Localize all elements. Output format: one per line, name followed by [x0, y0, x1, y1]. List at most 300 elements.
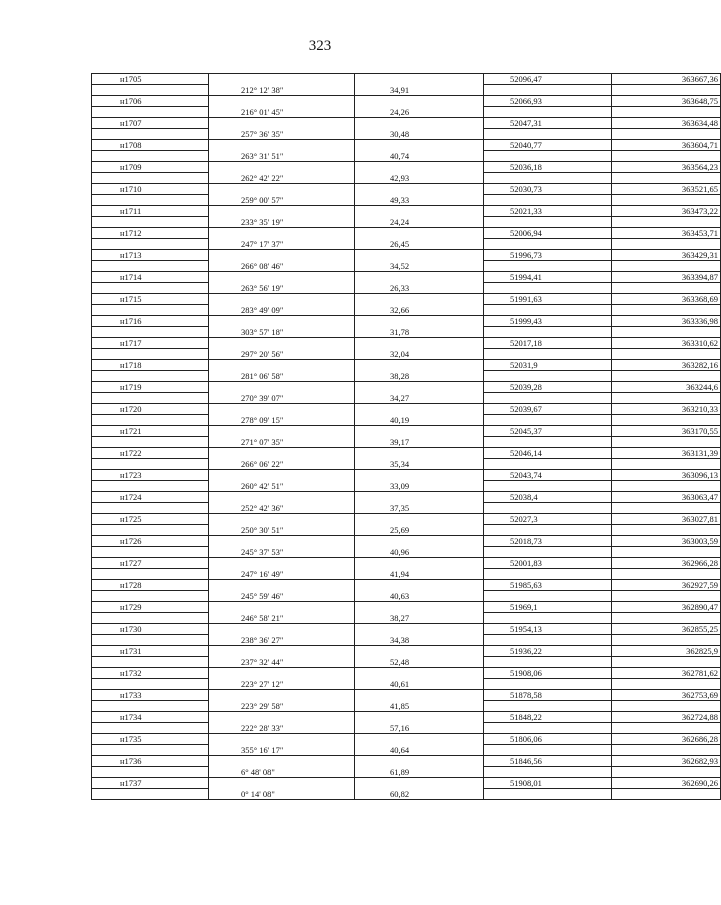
- empty-cell: [209, 602, 355, 613]
- empty-cell: [92, 503, 209, 514]
- segment-length: 34,38: [355, 635, 484, 646]
- empty-cell: [355, 140, 484, 151]
- empty-cell: [355, 184, 484, 195]
- point-row: [92, 206, 721, 217]
- point-name: н1721: [92, 426, 209, 437]
- empty-cell: [209, 712, 355, 723]
- empty-cell: [209, 514, 355, 525]
- direction-angle: 238° 36' 27": [209, 635, 355, 646]
- empty-cell: [484, 613, 612, 624]
- segment-row: [92, 591, 721, 602]
- empty-cell: [355, 536, 484, 547]
- point-row: [92, 536, 721, 547]
- empty-cell: [355, 162, 484, 173]
- coord-y: 363310,62: [612, 338, 721, 349]
- empty-cell: [612, 569, 721, 580]
- coord-y: 363394,87: [612, 272, 721, 283]
- segment-length: 60,82: [355, 789, 484, 800]
- coord-y: 363429,31: [612, 250, 721, 261]
- point-row: [92, 492, 721, 503]
- point-name: н1705: [92, 74, 209, 85]
- segment-length: 57,16: [355, 723, 484, 734]
- point-name: н1713: [92, 250, 209, 261]
- point-name: н1724: [92, 492, 209, 503]
- empty-cell: [612, 591, 721, 602]
- coord-x: 52006,94: [484, 228, 612, 239]
- empty-cell: [92, 85, 209, 96]
- coord-x: 51991,63: [484, 294, 612, 305]
- empty-cell: [355, 426, 484, 437]
- segment-length: 41,85: [355, 701, 484, 712]
- coord-y: 363244,6: [612, 382, 721, 393]
- empty-cell: [355, 118, 484, 129]
- coord-y: 363096,13: [612, 470, 721, 481]
- coord-x: 52017,18: [484, 338, 612, 349]
- empty-cell: [92, 283, 209, 294]
- segment-row: [92, 261, 721, 272]
- point-row: [92, 514, 721, 525]
- point-row: [92, 184, 721, 195]
- segment-length: 26,45: [355, 239, 484, 250]
- coord-x: 52043,74: [484, 470, 612, 481]
- segment-row: [92, 195, 721, 206]
- point-row: [92, 338, 721, 349]
- empty-cell: [612, 437, 721, 448]
- segment-row: [92, 349, 721, 360]
- empty-cell: [92, 723, 209, 734]
- empty-cell: [355, 206, 484, 217]
- empty-cell: [209, 382, 355, 393]
- empty-cell: [612, 217, 721, 228]
- empty-cell: [92, 789, 209, 800]
- empty-cell: [484, 635, 612, 646]
- coord-x: 52021,33: [484, 206, 612, 217]
- empty-cell: [355, 404, 484, 415]
- empty-cell: [92, 459, 209, 470]
- empty-cell: [484, 195, 612, 206]
- empty-cell: [612, 767, 721, 778]
- coord-y: 362855,25: [612, 624, 721, 635]
- direction-angle: 260° 42' 51": [209, 481, 355, 492]
- direction-angle: 297° 20' 56": [209, 349, 355, 360]
- empty-cell: [612, 393, 721, 404]
- coord-x: 52038,4: [484, 492, 612, 503]
- empty-cell: [92, 327, 209, 338]
- empty-cell: [484, 371, 612, 382]
- direction-angle: 266° 06' 22": [209, 459, 355, 470]
- empty-cell: [484, 723, 612, 734]
- segment-row: [92, 129, 721, 140]
- empty-cell: [209, 536, 355, 547]
- empty-cell: [209, 492, 355, 503]
- coord-y: 362753,69: [612, 690, 721, 701]
- direction-angle: 216° 01' 45": [209, 107, 355, 118]
- coord-y: 363210,33: [612, 404, 721, 415]
- segment-row: [92, 415, 721, 426]
- point-row: [92, 470, 721, 481]
- segment-row: [92, 85, 721, 96]
- direction-angle: 259° 00' 57": [209, 195, 355, 206]
- empty-cell: [484, 701, 612, 712]
- empty-cell: [209, 184, 355, 195]
- empty-cell: [484, 459, 612, 470]
- segment-row: [92, 305, 721, 316]
- segment-length: 40,74: [355, 151, 484, 162]
- empty-cell: [484, 151, 612, 162]
- empty-cell: [355, 272, 484, 283]
- point-row: [92, 382, 721, 393]
- empty-cell: [355, 382, 484, 393]
- direction-angle: 223° 27' 12": [209, 679, 355, 690]
- empty-cell: [484, 437, 612, 448]
- point-row: [92, 448, 721, 459]
- point-name: н1727: [92, 558, 209, 569]
- direction-angle: 262° 42' 22": [209, 173, 355, 184]
- empty-cell: [209, 778, 355, 789]
- point-name: н1722: [92, 448, 209, 459]
- direction-angle: 0° 14' 08": [209, 789, 355, 800]
- empty-cell: [355, 294, 484, 305]
- empty-cell: [612, 525, 721, 536]
- segment-row: [92, 173, 721, 184]
- direction-angle: 263° 31' 51": [209, 151, 355, 162]
- segment-length: 41,94: [355, 569, 484, 580]
- direction-angle: 212° 12' 38": [209, 85, 355, 96]
- empty-cell: [484, 657, 612, 668]
- direction-angle: 247° 16' 49": [209, 569, 355, 580]
- empty-cell: [209, 294, 355, 305]
- empty-cell: [612, 129, 721, 140]
- direction-angle: 355° 16' 17": [209, 745, 355, 756]
- coord-y: 363131,39: [612, 448, 721, 459]
- direction-angle: 237° 32' 44": [209, 657, 355, 668]
- empty-cell: [209, 756, 355, 767]
- empty-cell: [209, 448, 355, 459]
- segment-length: 40,63: [355, 591, 484, 602]
- segment-length: 40,96: [355, 547, 484, 558]
- empty-cell: [612, 415, 721, 426]
- empty-cell: [355, 756, 484, 767]
- coord-y: 363634,48: [612, 118, 721, 129]
- empty-cell: [209, 272, 355, 283]
- segment-length: 32,66: [355, 305, 484, 316]
- empty-cell: [484, 503, 612, 514]
- empty-cell: [612, 789, 721, 800]
- empty-cell: [612, 547, 721, 558]
- coord-y: 362781,62: [612, 668, 721, 679]
- coord-y: 362927,59: [612, 580, 721, 591]
- point-name: н1716: [92, 316, 209, 327]
- empty-cell: [92, 525, 209, 536]
- direction-angle: 246° 58' 21": [209, 613, 355, 624]
- coord-x: 52001,83: [484, 558, 612, 569]
- empty-cell: [209, 360, 355, 371]
- direction-angle: 257° 36' 35": [209, 129, 355, 140]
- coord-x: 52027,3: [484, 514, 612, 525]
- segment-row: [92, 635, 721, 646]
- direction-angle: 222° 28' 33": [209, 723, 355, 734]
- empty-cell: [92, 151, 209, 162]
- direction-angle: 223° 29' 58": [209, 701, 355, 712]
- coord-x: 51994,41: [484, 272, 612, 283]
- empty-cell: [92, 173, 209, 184]
- segment-row: [92, 393, 721, 404]
- coord-y: 363368,69: [612, 294, 721, 305]
- point-name: н1732: [92, 668, 209, 679]
- coord-x: 51846,56: [484, 756, 612, 767]
- segment-length: 40,64: [355, 745, 484, 756]
- point-row: [92, 272, 721, 283]
- empty-cell: [612, 635, 721, 646]
- empty-cell: [209, 404, 355, 415]
- empty-cell: [612, 679, 721, 690]
- coord-x: 52040,77: [484, 140, 612, 151]
- empty-cell: [209, 338, 355, 349]
- direction-angle: 245° 59' 46": [209, 591, 355, 602]
- empty-cell: [484, 305, 612, 316]
- empty-cell: [612, 349, 721, 360]
- empty-cell: [355, 734, 484, 745]
- point-name: н1711: [92, 206, 209, 217]
- segment-length: 40,61: [355, 679, 484, 690]
- empty-cell: [92, 305, 209, 316]
- segment-length: 38,27: [355, 613, 484, 624]
- coord-x: 51999,43: [484, 316, 612, 327]
- empty-cell: [612, 503, 721, 514]
- segment-row: [92, 283, 721, 294]
- empty-cell: [484, 217, 612, 228]
- segment-row: [92, 239, 721, 250]
- coord-y: 363003,59: [612, 536, 721, 547]
- coord-y: 363336,98: [612, 316, 721, 327]
- coord-x: 52045,37: [484, 426, 612, 437]
- point-row: [92, 580, 721, 591]
- segment-length: 34,52: [355, 261, 484, 272]
- empty-cell: [484, 327, 612, 338]
- direction-angle: 250° 30' 51": [209, 525, 355, 536]
- point-row: [92, 712, 721, 723]
- segment-length: 26,33: [355, 283, 484, 294]
- coord-y: 362686,28: [612, 734, 721, 745]
- empty-cell: [92, 239, 209, 250]
- coord-x: 51954,13: [484, 624, 612, 635]
- direction-angle: 266° 08' 46": [209, 261, 355, 272]
- segment-row: [92, 107, 721, 118]
- empty-cell: [92, 437, 209, 448]
- empty-cell: [612, 459, 721, 470]
- segment-row: [92, 569, 721, 580]
- point-row: [92, 646, 721, 657]
- empty-cell: [209, 624, 355, 635]
- empty-cell: [612, 657, 721, 668]
- point-name: н1723: [92, 470, 209, 481]
- empty-cell: [92, 547, 209, 558]
- empty-cell: [92, 591, 209, 602]
- coord-x: 52066,93: [484, 96, 612, 107]
- page-number: 323: [308, 38, 332, 54]
- segment-length: 34,27: [355, 393, 484, 404]
- empty-cell: [209, 140, 355, 151]
- coord-y: 363282,16: [612, 360, 721, 371]
- empty-cell: [484, 349, 612, 360]
- coord-x: 51936,22: [484, 646, 612, 657]
- segment-length: 40,19: [355, 415, 484, 426]
- point-row: [92, 624, 721, 635]
- empty-cell: [355, 360, 484, 371]
- empty-cell: [209, 74, 355, 85]
- point-name: н1709: [92, 162, 209, 173]
- empty-cell: [612, 239, 721, 250]
- empty-cell: [612, 305, 721, 316]
- point-name: н1737: [92, 778, 209, 789]
- coord-x: 52046,14: [484, 448, 612, 459]
- empty-cell: [92, 767, 209, 778]
- point-name: н1730: [92, 624, 209, 635]
- empty-cell: [92, 107, 209, 118]
- segment-length: 25,69: [355, 525, 484, 536]
- coord-y: 362966,28: [612, 558, 721, 569]
- empty-cell: [484, 789, 612, 800]
- coord-y: 363564,23: [612, 162, 721, 173]
- empty-cell: [92, 635, 209, 646]
- segment-length: 42,93: [355, 173, 484, 184]
- segment-length: 33,09: [355, 481, 484, 492]
- segment-row: [92, 547, 721, 558]
- coord-y: 362890,47: [612, 602, 721, 613]
- empty-cell: [612, 613, 721, 624]
- point-name: н1712: [92, 228, 209, 239]
- empty-cell: [484, 767, 612, 778]
- empty-cell: [92, 415, 209, 426]
- empty-cell: [355, 602, 484, 613]
- segment-row: [92, 459, 721, 470]
- coord-y: 363027,81: [612, 514, 721, 525]
- segment-row: [92, 217, 721, 228]
- coord-x: 51996,73: [484, 250, 612, 261]
- empty-cell: [92, 217, 209, 228]
- segment-row: [92, 723, 721, 734]
- point-row: [92, 74, 721, 85]
- segment-length: 39,17: [355, 437, 484, 448]
- segment-row: [92, 371, 721, 382]
- coord-x: 52047,31: [484, 118, 612, 129]
- empty-cell: [209, 206, 355, 217]
- segment-row: [92, 525, 721, 536]
- point-name: н1708: [92, 140, 209, 151]
- empty-cell: [209, 558, 355, 569]
- point-row: [92, 294, 721, 305]
- point-name: н1728: [92, 580, 209, 591]
- coord-y: 363521,65: [612, 184, 721, 195]
- point-row: [92, 778, 721, 789]
- empty-cell: [484, 85, 612, 96]
- direction-angle: 6° 48' 08": [209, 767, 355, 778]
- coord-y: 363170,55: [612, 426, 721, 437]
- empty-cell: [612, 151, 721, 162]
- point-name: н1726: [92, 536, 209, 547]
- coord-y: 362682,93: [612, 756, 721, 767]
- coord-x: 52018,73: [484, 536, 612, 547]
- empty-cell: [209, 470, 355, 481]
- point-name: н1735: [92, 734, 209, 745]
- direction-angle: 283° 49' 09": [209, 305, 355, 316]
- point-row: [92, 734, 721, 745]
- coord-x: 52039,67: [484, 404, 612, 415]
- point-row: [92, 250, 721, 261]
- segment-row: [92, 327, 721, 338]
- empty-cell: [484, 129, 612, 140]
- direction-angle: 252° 42' 36": [209, 503, 355, 514]
- coord-x: 52031,9: [484, 360, 612, 371]
- coord-y: 362825,9: [612, 646, 721, 657]
- segment-row: [92, 789, 721, 800]
- empty-cell: [209, 580, 355, 591]
- empty-cell: [612, 85, 721, 96]
- empty-cell: [92, 481, 209, 492]
- empty-cell: [92, 657, 209, 668]
- segment-row: [92, 481, 721, 492]
- point-name: н1725: [92, 514, 209, 525]
- segment-length: 49,33: [355, 195, 484, 206]
- empty-cell: [484, 107, 612, 118]
- segment-row: [92, 503, 721, 514]
- empty-cell: [612, 107, 721, 118]
- point-name: н1718: [92, 360, 209, 371]
- empty-cell: [484, 393, 612, 404]
- empty-cell: [484, 481, 612, 492]
- empty-cell: [484, 525, 612, 536]
- empty-cell: [209, 646, 355, 657]
- empty-cell: [209, 118, 355, 129]
- empty-cell: [209, 250, 355, 261]
- point-row: [92, 404, 721, 415]
- empty-cell: [209, 228, 355, 239]
- point-row: [92, 162, 721, 173]
- empty-cell: [484, 547, 612, 558]
- coord-x: 52036,18: [484, 162, 612, 173]
- empty-cell: [209, 316, 355, 327]
- segment-length: 32,04: [355, 349, 484, 360]
- segment-length: 24,24: [355, 217, 484, 228]
- empty-cell: [355, 580, 484, 591]
- empty-cell: [209, 96, 355, 107]
- point-row: [92, 602, 721, 613]
- point-name: н1731: [92, 646, 209, 657]
- direction-angle: 263° 56' 19": [209, 283, 355, 294]
- empty-cell: [92, 349, 209, 360]
- coord-x: 52096,47: [484, 74, 612, 85]
- coord-x: 51878,58: [484, 690, 612, 701]
- empty-cell: [355, 624, 484, 635]
- point-row: [92, 668, 721, 679]
- coord-x: 51908,01: [484, 778, 612, 789]
- direction-angle: 281° 06' 58": [209, 371, 355, 382]
- empty-cell: [355, 646, 484, 657]
- coord-y: 363604,71: [612, 140, 721, 151]
- empty-cell: [355, 96, 484, 107]
- direction-angle: 278° 09' 15": [209, 415, 355, 426]
- empty-cell: [484, 745, 612, 756]
- point-name: н1733: [92, 690, 209, 701]
- segment-length: 24,26: [355, 107, 484, 118]
- segment-row: [92, 613, 721, 624]
- segment-row: [92, 437, 721, 448]
- empty-cell: [355, 250, 484, 261]
- point-name: н1720: [92, 404, 209, 415]
- coord-x: 51985,63: [484, 580, 612, 591]
- point-row: [92, 558, 721, 569]
- empty-cell: [484, 239, 612, 250]
